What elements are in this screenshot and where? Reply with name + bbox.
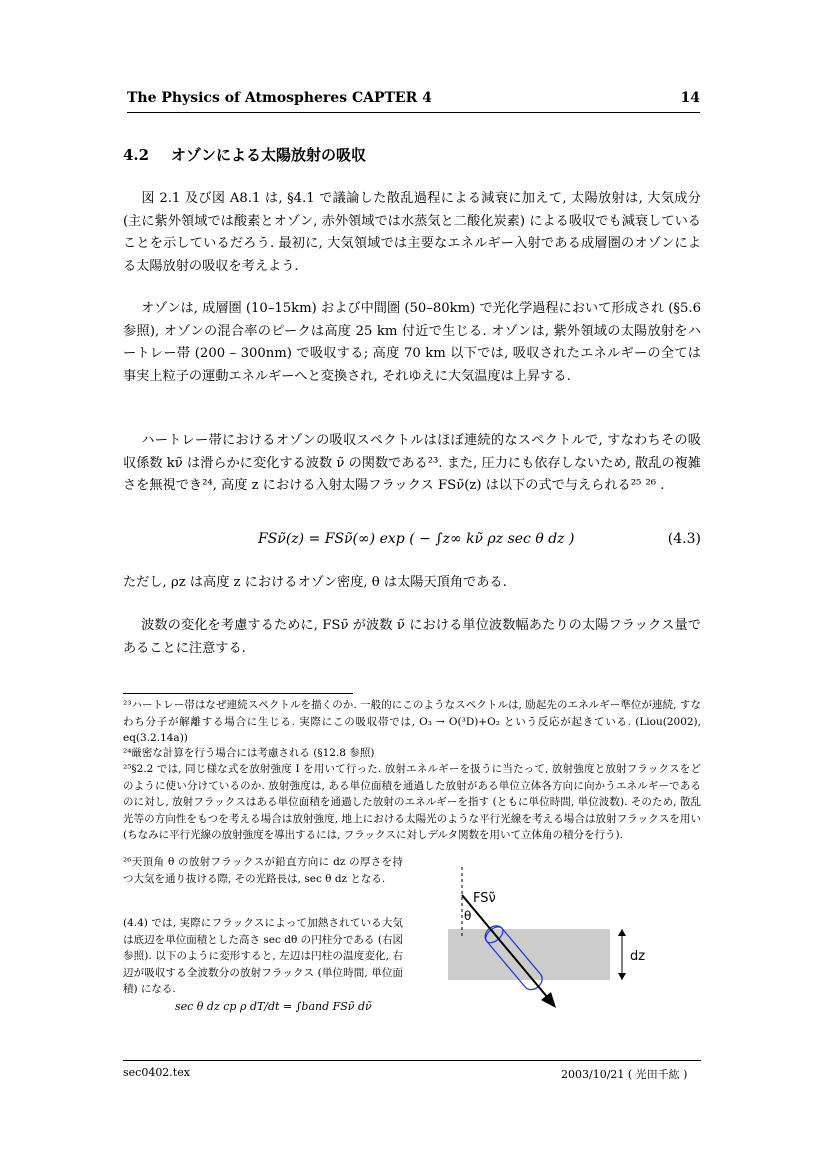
footnote-26: ²⁶天頂角 θ の放射フラックスが鉛直方向に dz の厚さを持つ大気を通り抜ける際, その光路長は, sec θ dz となる. [123, 856, 403, 885]
footnote-25: ²⁵§2.2 では, 同じ様な式を放射強度 I を用いて行った. 放射エネルギーを扱うに当たって, 放射強度と放射フラックスをどのように使い分けているのか. 放射強度は, ある単位面積を通過した放射がある単位立体各方向に向かうエネルギーであるのに対し, 放射フラックスはある単位面積を通過した放射のエネルギーを指す (ともに単位時間, 単位波数). そのため, 散乱光等の方向性をもつを考える場合は放射強度, 地上における太陽光のような平行光線を考える場合は放射フラックスを用い (ちなみに平行光線の放射強度を導出するには, フラックスに対しデルタ関数を用いて立体角の積分を行う). [123, 763, 701, 841]
header-title: The Physics of Atmospheres CAPTER 4 [127, 90, 432, 106]
equation-tag: (4.3) [667, 531, 701, 547]
footnote-24: ²⁴厳密な計算を行う場合には考慮される (§12.8 参照) [123, 747, 375, 759]
atmosphere-layer [448, 929, 610, 980]
paragraph-1: 図 2.1 及び図 A8.1 は, §4.1 で議論した散乱過程による減衰に加えて, 太陽放射は, 大気成分 (主に紫外領域では酸素とオゾン, 赤外領域では水蒸気と二酸化炭素) による吸収でも減衰していることを示しているだろう. 最初に, 大気領域では主要なエネルギー入射である成層圏のオゾンによる太陽放射の吸収を考えよう. [123, 191, 701, 274]
running-header [127, 90, 700, 106]
footnote-rule [123, 693, 353, 694]
equation-4-3 [123, 527, 701, 567]
page-number: 14 [680, 90, 700, 106]
paragraph-2: オゾンは, 成層圏 (10–15km) および中間圏 (50–80km) で光化学過程において形成され (§5.6 参照), オゾンの混合率のピークは高度 25 km 付近で生じる. オゾンは, 紫外領域の太陽放射をハートレー帯 (200 – 300nm) で吸収する; 高度 70 km 以下では, 吸収されたエネルギーの全ては事実上粒子の運動エネルギーへと変換され, それゆえに大気温度は上昇する. [123, 301, 701, 384]
footnote-23: ²³ハートレー帯はなぜ連続スペクトルを描くのか. 一般的にこのようなスペクトルは, 励起先のエネルギー準位が連続, すなわち分子が解離する場合に生じる. 実際にこの吸収帯では, O₃ → O(³D)+O₂ という反応が起きている. (Liou(2002), eq(3.2.14a)) [123, 699, 701, 744]
paragraph-4: ただし, ρz は高度 z におけるオゾン密度, θ は太陽天頂角である. [123, 575, 507, 590]
dz-label: dz [630, 949, 646, 964]
header-rule [127, 112, 700, 113]
paragraph-3: ハートレー帯におけるオゾンの吸収スペクトルはほぼ連続的なスペクトルで, すなわちその吸収係数 kν̃ は滑らかに変化する波数 ν̃ の関数である²³. また, 圧力にも依存しないため, 散乱の複雑さを無視でき²⁴, 高度 z における入射太陽フラックス FSν̃(z) は以下の式で与えられる²⁵ ²⁶ . [123, 433, 701, 493]
flux-arrowhead [541, 992, 556, 1008]
footer-date-author: 2003/10/21 ( 光田千紘 ) [561, 1068, 688, 1081]
footnote-equation: sec θ dz cp ρ dT/dt = ∫band FSν̃ dν̃ [175, 1000, 372, 1013]
footnote-26-continued: (4.4) では, 実際にフラックスによって加熱されている大気は底辺を単位面積とした高さ sec dθ の円柱分である (右図参照). 以下のように変形すると, 左辺は円柱の温度変化, 右辺が吸収する全波数分の放射フラックス (単位時間, 単位面積) になる. [123, 917, 403, 995]
section-heading [123, 144, 366, 165]
cylinder-diagram [440, 865, 660, 1025]
paragraph-5: 波数の変化を考慮するために, FSν̃ が波数 ν̃ における単位波数幅あたりの太陽フラックス量であることに注意する. [123, 618, 701, 656]
footer-filename: sec0402.tex [123, 1066, 190, 1079]
section-number: 4.2 [123, 146, 150, 164]
equation-body: FSν̃(z) = FSν̃(∞) exp ( − ∫z∞ kν̃ ρz sec θ dz ) [258, 531, 575, 547]
section-title: オゾンによる太陽放射の吸収 [171, 146, 367, 164]
flux-label: FSν̃ [473, 891, 496, 906]
theta-label: θ [464, 909, 472, 923]
footer-rule [123, 1060, 701, 1061]
